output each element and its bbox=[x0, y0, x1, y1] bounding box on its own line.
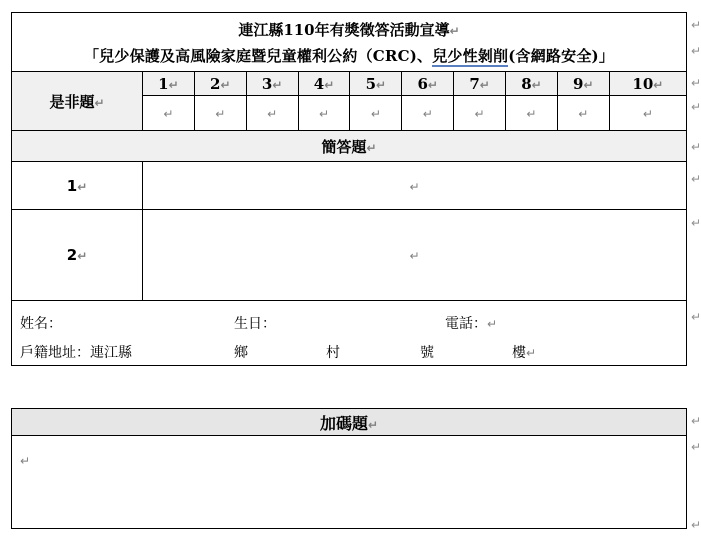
bonus-header: 加碼題↵ bbox=[12, 409, 687, 436]
tf-number-6: 6↵ bbox=[402, 72, 454, 96]
tf-number-10: 10↵ bbox=[609, 72, 686, 96]
tf-answer-4[interactable]: ↵ bbox=[298, 96, 350, 131]
row-end-mark: ↵ bbox=[691, 172, 701, 186]
bonus-table bbox=[11, 408, 687, 529]
row-end-mark: ↵ bbox=[691, 76, 701, 90]
number-label: 號 bbox=[420, 345, 434, 361]
row-end-mark: ↵ bbox=[691, 518, 701, 532]
tf-answer-8[interactable]: ↵ bbox=[506, 96, 558, 131]
tf-answer-1[interactable]: ↵ bbox=[143, 96, 195, 131]
tf-answer-5[interactable]: ↵ bbox=[350, 96, 402, 131]
truefalse-label: 是非題↵ bbox=[12, 72, 143, 131]
row-end-mark: ↵ bbox=[691, 216, 701, 230]
tf-answer-7[interactable]: ↵ bbox=[454, 96, 506, 131]
tf-number-1: 1↵ bbox=[143, 72, 195, 96]
tf-number-4: 4↵ bbox=[298, 72, 350, 96]
floor-label: 樓↵ bbox=[512, 345, 537, 361]
quiz-form-table bbox=[11, 12, 687, 366]
row-end-mark: ↵ bbox=[691, 414, 701, 428]
form-title-line1: 連江縣110年有獎徵答活動宣導↵ bbox=[238, 20, 460, 39]
form-title-line2: 「兒少保護及高風險家庭暨兒童權利公約（CRC)、兒少性剝削(含網路安全)」 bbox=[83, 46, 615, 65]
tf-number-9: 9↵ bbox=[557, 72, 609, 96]
row-end-mark: ↵ bbox=[691, 18, 701, 32]
tf-answer-3[interactable]: ↵ bbox=[246, 96, 298, 131]
short-answer-q2-label: 2↵ bbox=[12, 210, 143, 301]
phone-label: 電話：↵ bbox=[445, 316, 498, 332]
address-label: 戶籍地址：連江縣 bbox=[20, 345, 132, 361]
form-title bbox=[12, 13, 687, 72]
tf-number-8: 8↵ bbox=[506, 72, 558, 96]
row-end-mark: ↵ bbox=[691, 310, 701, 324]
township-label: 鄉 bbox=[234, 345, 248, 361]
short-answer-q2-field[interactable]: ↵ bbox=[143, 210, 687, 301]
tf-number-3: 3↵ bbox=[246, 72, 298, 96]
row-end-mark: ↵ bbox=[691, 100, 701, 114]
birthday-label: 生日： bbox=[234, 316, 276, 332]
row-end-mark: ↵ bbox=[691, 440, 701, 454]
short-answer-header: 簡答題↵ bbox=[12, 131, 687, 162]
tf-answer-10[interactable]: ↵ bbox=[609, 96, 686, 131]
tf-number-2: 2↵ bbox=[194, 72, 246, 96]
row-end-mark: ↵ bbox=[691, 44, 701, 58]
short-answer-q1-label: 1↵ bbox=[12, 162, 143, 210]
village-label: 村 bbox=[326, 345, 340, 361]
name-label: 姓名： bbox=[20, 316, 62, 332]
tf-answer-6[interactable]: ↵ bbox=[402, 96, 454, 131]
short-answer-q1-field[interactable]: ↵ bbox=[143, 162, 687, 210]
tf-number-5: 5↵ bbox=[350, 72, 402, 96]
tf-number-7: 7↵ bbox=[454, 72, 506, 96]
bonus-answer-field[interactable]: ↵ bbox=[12, 436, 687, 529]
tf-answer-2[interactable]: ↵ bbox=[194, 96, 246, 131]
tf-answer-9[interactable]: ↵ bbox=[557, 96, 609, 131]
row-end-mark: ↵ bbox=[691, 140, 701, 154]
